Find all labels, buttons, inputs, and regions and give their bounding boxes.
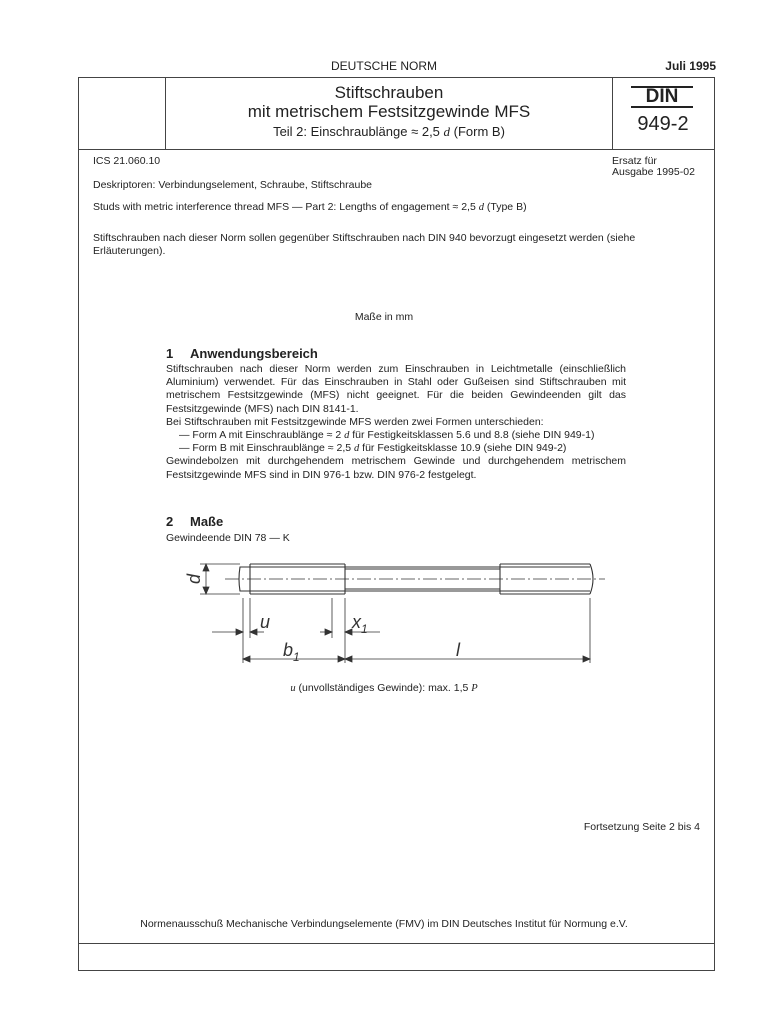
footer-text: Normenausschuß Mechanische Verbindungselemente (FMV) im DIN Deutsches Institut für Normung e.V. xyxy=(140,918,628,930)
footer-divider xyxy=(78,943,715,944)
header-date: Juli 1995 xyxy=(665,59,716,73)
section2-subtitle: Gewindeende DIN 78 — K xyxy=(166,532,290,544)
din-logo: DIN xyxy=(631,86,693,108)
label-b1: $b_1$ xyxy=(283,640,300,664)
header-norm-label: DEUTSCHE NORM xyxy=(330,59,437,73)
section1-para1: Stiftschrauben nach dieser Norm werden zum Einschrauben in Leichtmetalle (einschließlich Aluminium) verwendet. Für das Einschrauben in Stahl oder Gußeisen sind Stiftschrauben mit metrischem Festsitzgewinde (MFS) nicht geeignet. Für die beiden Gewindeenden gilt das Festsitzgewinde (MFS) nach DIN 8141-1. xyxy=(166,363,626,415)
section2-heading: Maße xyxy=(190,514,224,529)
section1-body xyxy=(166,363,626,482)
ersatz-ausgabe: Ausgabe 1995-02 xyxy=(612,166,695,178)
label-l: l xyxy=(456,640,460,660)
drawing-caption: u (unvollständiges Gewinde): max. 1,5 P xyxy=(290,682,478,694)
section1-heading: Anwendungsbereich xyxy=(190,346,318,361)
intro-text: Stiftschrauben nach dieser Norm sollen gegenüber Stiftschrauben nach DIN 940 bevorzugt eingesetzt werden (siehe Erläuterungen). xyxy=(93,232,636,258)
section2-number: 2 xyxy=(166,514,174,529)
section1-item-b: — Form B mit Einschraublänge ≈ 2,5 d für Festigkeitsklasse 10.9 (siehe DIN 949-2) xyxy=(179,442,567,455)
dimension-labels xyxy=(184,573,461,664)
english-title: Studs with metric interference thread MFS — Part 2: Lengths of engagement ≈ 2,5 d (Type B) xyxy=(93,201,527,213)
ersatz-label: Ersatz für xyxy=(612,155,657,167)
stud-drawing xyxy=(180,548,620,678)
title-line-2: mit metrischem Festsitzgewinde MFS xyxy=(247,102,531,121)
units-note: Maße in mm xyxy=(354,311,414,323)
din-number: 949-2 xyxy=(637,113,689,135)
section1-para2: Bei Stiftschrauben mit Festsitzgewinde MFS werden zwei Formen unterschieden: xyxy=(166,415,544,428)
title-line-1: Stiftschrauben xyxy=(334,83,444,102)
continuation-note: Fortsetzung Seite 2 bis 4 xyxy=(583,821,700,833)
deskriptoren: Deskriptoren: Verbindungselement, Schraube, Stiftschraube xyxy=(93,179,372,191)
label-d: d xyxy=(184,573,204,585)
ics-code: ICS 21.060.10 xyxy=(93,155,161,167)
label-u: u xyxy=(260,612,271,632)
label-x1: $x_1$ xyxy=(352,612,368,636)
section1-para3: Gewindebolzen mit durchgehendem metrischem Gewinde und durchgehendem metrischem Festsitzgewinde MFS sind in DIN 976-1 bzw. DIN 976-2 festgelegt. xyxy=(166,455,626,481)
section1-number: 1 xyxy=(166,346,174,361)
section1-item-a: — Form A mit Einschraublänge ≈ 2 d für Festigkeitsklassen 5.6 und 8.8 (siehe DIN 949-1) xyxy=(179,429,595,442)
title-line-3: Teil 2: Einschraublänge ≈ 2,5 d (Form B) xyxy=(273,124,505,139)
